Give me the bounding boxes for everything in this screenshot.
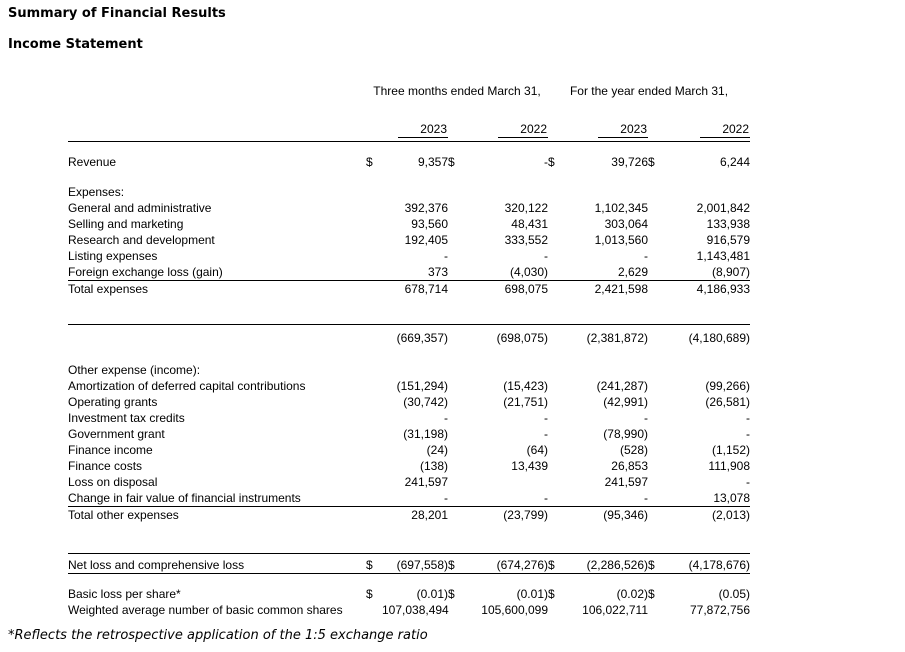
- currency-symbol-cell: [448, 507, 474, 524]
- value-cell: 4,186,933: [696, 282, 751, 296]
- spacer-cell: [68, 297, 750, 325]
- currency-symbol-cell: [366, 458, 382, 474]
- value-cell: [474, 362, 548, 378]
- currency-symbol-cell: $: [548, 554, 576, 574]
- currency-symbol-cell: [448, 490, 474, 507]
- currency-symbol-cell: [366, 281, 382, 298]
- page-title: Summary of Financial Results: [8, 6, 226, 21]
- value-cell: (26,581): [705, 395, 751, 409]
- value-cell: 13,078: [670, 490, 750, 507]
- row-label: General and administrative: [68, 201, 212, 215]
- value-cell: (8,907): [670, 264, 750, 281]
- value-cell: (30,742): [403, 395, 448, 409]
- value-cell: (23,799): [503, 508, 548, 522]
- currency-symbol-cell: [548, 602, 576, 618]
- value-cell: 1,102,345: [594, 201, 648, 215]
- value-cell: 392,376: [404, 201, 448, 215]
- currency-symbol-cell: [548, 216, 576, 232]
- value-cell: [474, 474, 548, 490]
- row-label: Weighted average number of basic common shares: [68, 603, 343, 617]
- value-cell: 9,357: [417, 155, 448, 169]
- value-cell: 373: [382, 264, 448, 281]
- table-row: [68, 586, 750, 602]
- value-cell: -: [444, 411, 448, 425]
- value-cell: -: [382, 490, 448, 507]
- row-label: Listing expenses: [68, 249, 158, 263]
- value-cell: -: [746, 411, 751, 425]
- table-row: [68, 232, 750, 248]
- spacer-cell: [68, 142, 750, 155]
- currency-symbol-cell: [448, 602, 474, 618]
- currency-symbol-cell: [548, 442, 576, 458]
- value-cell: 333,552: [504, 233, 548, 247]
- value-cell: 105,600,099: [481, 603, 548, 617]
- currency-symbol-cell: $: [366, 587, 373, 601]
- currency-symbol-cell: [648, 602, 670, 618]
- income-table-rows: [68, 142, 750, 619]
- value-cell: -: [576, 490, 648, 507]
- currency-symbol-cell: [448, 410, 474, 426]
- table-row: [68, 184, 750, 200]
- currency-symbol-cell: [548, 200, 576, 216]
- table-row: [68, 248, 750, 264]
- currency-symbol-cell: [648, 248, 670, 264]
- currency-symbol-cell: [548, 458, 576, 474]
- table-row: [68, 394, 750, 410]
- currency-symbol-cell: [366, 442, 382, 458]
- row-label: Selling and marketing: [68, 217, 184, 231]
- currency-symbol-cell: [448, 474, 474, 490]
- currency-symbol-cell: [366, 325, 382, 347]
- value-cell: 241,597: [404, 475, 448, 489]
- value-cell: (0.02): [616, 587, 648, 601]
- value-cell: (99,266): [705, 379, 751, 393]
- value-cell: 2,629: [576, 264, 648, 281]
- value-cell: -: [644, 249, 648, 263]
- value-cell: -: [444, 249, 448, 263]
- year-header-cell: [648, 114, 750, 142]
- value-cell: 1,013,560: [594, 233, 648, 247]
- value-cell: -: [474, 490, 548, 507]
- table-row: [68, 474, 750, 490]
- value-cell: (669,357): [382, 325, 448, 347]
- value-cell: (42,991): [603, 395, 648, 409]
- currency-symbol-cell: [548, 248, 576, 264]
- currency-symbol-cell: $: [548, 155, 555, 169]
- value-cell: 111,908: [708, 459, 751, 473]
- value-cell: 698,075: [504, 282, 548, 296]
- currency-symbol-cell: [448, 281, 474, 298]
- currency-symbol-cell: $: [548, 587, 555, 601]
- row-label: Finance costs: [68, 459, 143, 473]
- year-label: 2022: [498, 122, 548, 138]
- value-cell: 2,001,842: [696, 201, 751, 215]
- currency-symbol-cell: [448, 248, 474, 264]
- table-row: [68, 200, 750, 216]
- value-cell: (697,558): [382, 554, 448, 574]
- currency-symbol-cell: [648, 184, 670, 200]
- period-header-full-year: For the year ended March 31,: [569, 84, 729, 98]
- spacer-row: [68, 346, 750, 362]
- table-row: [68, 362, 750, 378]
- currency-symbol-cell: [648, 325, 670, 347]
- currency-symbol-cell: $: [448, 554, 474, 574]
- currency-symbol-cell: $: [366, 554, 382, 574]
- row-label: Government grant: [68, 427, 165, 441]
- currency-symbol-cell: $: [366, 155, 373, 169]
- value-cell: 1,143,481: [696, 249, 751, 263]
- value-cell: (4,180,689): [670, 325, 750, 347]
- currency-symbol-cell: $: [448, 155, 455, 169]
- value-cell: (138): [419, 459, 448, 473]
- value-cell: 77,872,756: [689, 603, 751, 617]
- row-label: Revenue: [68, 155, 117, 169]
- year-header-cell: [448, 114, 548, 142]
- value-cell: [382, 184, 448, 200]
- spacer-cell: [68, 170, 750, 184]
- value-cell: [670, 184, 750, 200]
- currency-symbol-cell: [448, 200, 474, 216]
- period-header-spacer: [68, 84, 366, 114]
- value-cell: (15,423): [503, 379, 548, 393]
- currency-symbol-cell: [448, 325, 474, 347]
- currency-symbol-cell: [548, 490, 576, 507]
- value-cell: 320,122: [504, 201, 548, 215]
- currency-symbol-cell: [548, 410, 576, 426]
- spacer-cell: [68, 346, 750, 362]
- value-cell: 241,597: [604, 475, 648, 489]
- currency-symbol-cell: [648, 378, 670, 394]
- value-cell: (151,294): [396, 379, 448, 393]
- row-label: Change in fair value of financial instruments: [68, 490, 366, 507]
- currency-symbol-cell: [448, 232, 474, 248]
- table-row: [68, 458, 750, 474]
- value-cell: (698,075): [474, 325, 548, 347]
- spacer-row: [68, 142, 750, 155]
- value-cell: 39,726: [611, 155, 648, 169]
- value-cell: (241,287): [596, 379, 648, 393]
- value-cell: (2,013): [712, 508, 751, 522]
- value-cell: -: [544, 411, 548, 425]
- period-header-three-months: Three months ended March 31,: [373, 84, 541, 98]
- currency-symbol-cell: [366, 474, 382, 490]
- currency-symbol-cell: [448, 458, 474, 474]
- year-label: 2022: [700, 122, 750, 138]
- currency-symbol-cell: [366, 264, 382, 281]
- value-cell: 192,405: [404, 233, 448, 247]
- row-label: Amortization of deferred capital contributions: [68, 379, 306, 393]
- currency-symbol-cell: [548, 426, 576, 442]
- income-statement-table: [68, 84, 750, 618]
- currency-symbol-cell: [448, 378, 474, 394]
- currency-symbol-cell: [548, 378, 576, 394]
- year-header-row: [68, 114, 750, 142]
- value-cell: 93,560: [411, 217, 448, 231]
- spacer-row: [68, 523, 750, 554]
- currency-symbol-cell: [648, 264, 670, 281]
- currency-symbol-cell: [548, 507, 576, 524]
- currency-symbol-cell: [366, 216, 382, 232]
- value-cell: (24): [426, 443, 448, 457]
- currency-symbol-cell: [648, 458, 670, 474]
- currency-symbol-cell: [448, 426, 474, 442]
- value-cell: -: [746, 475, 751, 489]
- table-row: [68, 490, 750, 507]
- value-cell: (95,346): [603, 508, 648, 522]
- value-cell: 107,038,494: [382, 603, 449, 617]
- value-cell: 6,244: [720, 155, 751, 169]
- table-row: [68, 216, 750, 232]
- currency-symbol-cell: [366, 507, 382, 524]
- currency-symbol-cell: [548, 362, 576, 378]
- table-row: [68, 325, 750, 347]
- currency-symbol-cell: [366, 394, 382, 410]
- spacer-cell: [68, 574, 750, 587]
- period-header-row: [68, 84, 750, 114]
- table-row: [68, 281, 750, 298]
- currency-symbol-cell: $: [448, 587, 455, 601]
- currency-symbol-cell: $: [648, 155, 655, 169]
- value-cell: (2,381,872): [576, 325, 648, 347]
- row-label: Total other expenses: [68, 508, 179, 522]
- row-label: Finance income: [68, 443, 153, 457]
- table-row: [68, 378, 750, 394]
- currency-symbol-cell: [366, 248, 382, 264]
- currency-symbol-cell: [648, 410, 670, 426]
- value-cell: [474, 184, 548, 200]
- value-cell: (0.01): [416, 587, 448, 601]
- row-label: Net loss and comprehensive loss: [68, 554, 366, 574]
- value-cell: (31,198): [403, 427, 448, 441]
- currency-symbol-cell: [648, 490, 670, 507]
- row-label: Loss on disposal: [68, 475, 158, 489]
- currency-symbol-cell: [648, 216, 670, 232]
- value-cell: (0.01): [516, 587, 548, 601]
- value-cell: (78,990): [603, 427, 648, 441]
- currency-symbol-cell: $: [648, 554, 670, 574]
- currency-symbol-cell: [366, 232, 382, 248]
- row-label: Research and development: [68, 233, 215, 247]
- currency-symbol-cell: [648, 474, 670, 490]
- value-cell: (4,030): [474, 264, 548, 281]
- table-row: [68, 264, 750, 281]
- currency-symbol-cell: [366, 184, 382, 200]
- currency-symbol-cell: [548, 184, 576, 200]
- table-row: [68, 554, 750, 574]
- currency-symbol-cell: [648, 281, 670, 298]
- currency-symbol-cell: [548, 394, 576, 410]
- currency-symbol-cell: [366, 602, 382, 618]
- currency-symbol-cell: [648, 232, 670, 248]
- row-label: [68, 325, 366, 347]
- row-label: Foreign exchange loss (gain): [68, 264, 366, 281]
- spacer-cell: [68, 523, 750, 554]
- value-cell: 48,431: [511, 217, 548, 231]
- currency-symbol-cell: [366, 426, 382, 442]
- currency-symbol-cell: [448, 264, 474, 281]
- table-row: [68, 602, 750, 618]
- value-cell: 13,439: [511, 459, 548, 473]
- row-label: Total expenses: [68, 282, 149, 296]
- spacer-row: [68, 297, 750, 325]
- currency-symbol-cell: [366, 410, 382, 426]
- currency-symbol-cell: [366, 200, 382, 216]
- value-cell: -: [544, 249, 548, 263]
- value-cell: [576, 184, 648, 200]
- currency-symbol-cell: $: [648, 587, 655, 601]
- value-cell: [576, 362, 648, 378]
- currency-symbol-cell: [548, 264, 576, 281]
- currency-symbol-cell: [648, 507, 670, 524]
- value-cell: [670, 362, 750, 378]
- currency-symbol-cell: [366, 490, 382, 507]
- year-header-cell: [366, 114, 448, 142]
- row-label: Basic loss per share*: [68, 587, 181, 601]
- currency-symbol-cell: [448, 216, 474, 232]
- currency-symbol-cell: [648, 394, 670, 410]
- value-cell: 26,853: [611, 459, 648, 473]
- value-cell: 303,064: [604, 217, 648, 231]
- spacer-row: [68, 170, 750, 184]
- value-cell: -: [644, 411, 648, 425]
- value-cell: -: [544, 155, 548, 169]
- currency-symbol-cell: [548, 325, 576, 347]
- value-cell: (1,152): [712, 443, 751, 457]
- currency-symbol-cell: [548, 232, 576, 248]
- table-row: [68, 410, 750, 426]
- value-cell: -: [746, 427, 751, 441]
- currency-symbol-cell: [648, 200, 670, 216]
- value-cell: 916,579: [706, 233, 751, 247]
- currency-symbol-cell: [448, 442, 474, 458]
- value-cell: 133,938: [706, 217, 751, 231]
- row-label: Operating grants: [68, 395, 158, 409]
- value-cell: (0.05): [718, 587, 751, 601]
- currency-symbol-cell: [548, 474, 576, 490]
- value-cell: 678,714: [404, 282, 448, 296]
- value-cell: 106,022,711: [582, 603, 648, 617]
- currency-symbol-cell: [448, 362, 474, 378]
- year-header-cell: [548, 114, 648, 142]
- row-label: Investment tax credits: [68, 411, 185, 425]
- row-label: Other expense (income):: [68, 363, 201, 377]
- value-cell: (528): [619, 443, 648, 457]
- spacer-row: [68, 574, 750, 587]
- value-cell: 2,421,598: [594, 282, 648, 296]
- year-label: 2023: [398, 122, 448, 138]
- currency-symbol-cell: [648, 426, 670, 442]
- value-cell: (64): [526, 443, 548, 457]
- table-row: [68, 442, 750, 458]
- currency-symbol-cell: [648, 442, 670, 458]
- currency-symbol-cell: [366, 362, 382, 378]
- row-label: Expenses:: [68, 185, 125, 199]
- value-cell: (674,276): [474, 554, 548, 574]
- table-row: [68, 154, 750, 170]
- value-cell: (21,751): [503, 395, 548, 409]
- currency-symbol-cell: [648, 362, 670, 378]
- currency-symbol-cell: [366, 378, 382, 394]
- currency-symbol-cell: [548, 281, 576, 298]
- value-cell: (4,178,676): [670, 554, 750, 574]
- value-cell: (2,286,526): [576, 554, 648, 574]
- year-header-spacer: [68, 114, 366, 142]
- currency-symbol-cell: [448, 394, 474, 410]
- table-row: [68, 507, 750, 524]
- value-cell: [382, 362, 448, 378]
- table-row: [68, 426, 750, 442]
- footnote: *Reflects the retrospective application of the 1:5 exchange ratio: [8, 628, 428, 643]
- year-label: 2023: [598, 122, 648, 138]
- value-cell: 28,201: [411, 508, 448, 522]
- value-cell: -: [544, 427, 548, 441]
- page-subtitle: Income Statement: [8, 37, 143, 52]
- currency-symbol-cell: [448, 184, 474, 200]
